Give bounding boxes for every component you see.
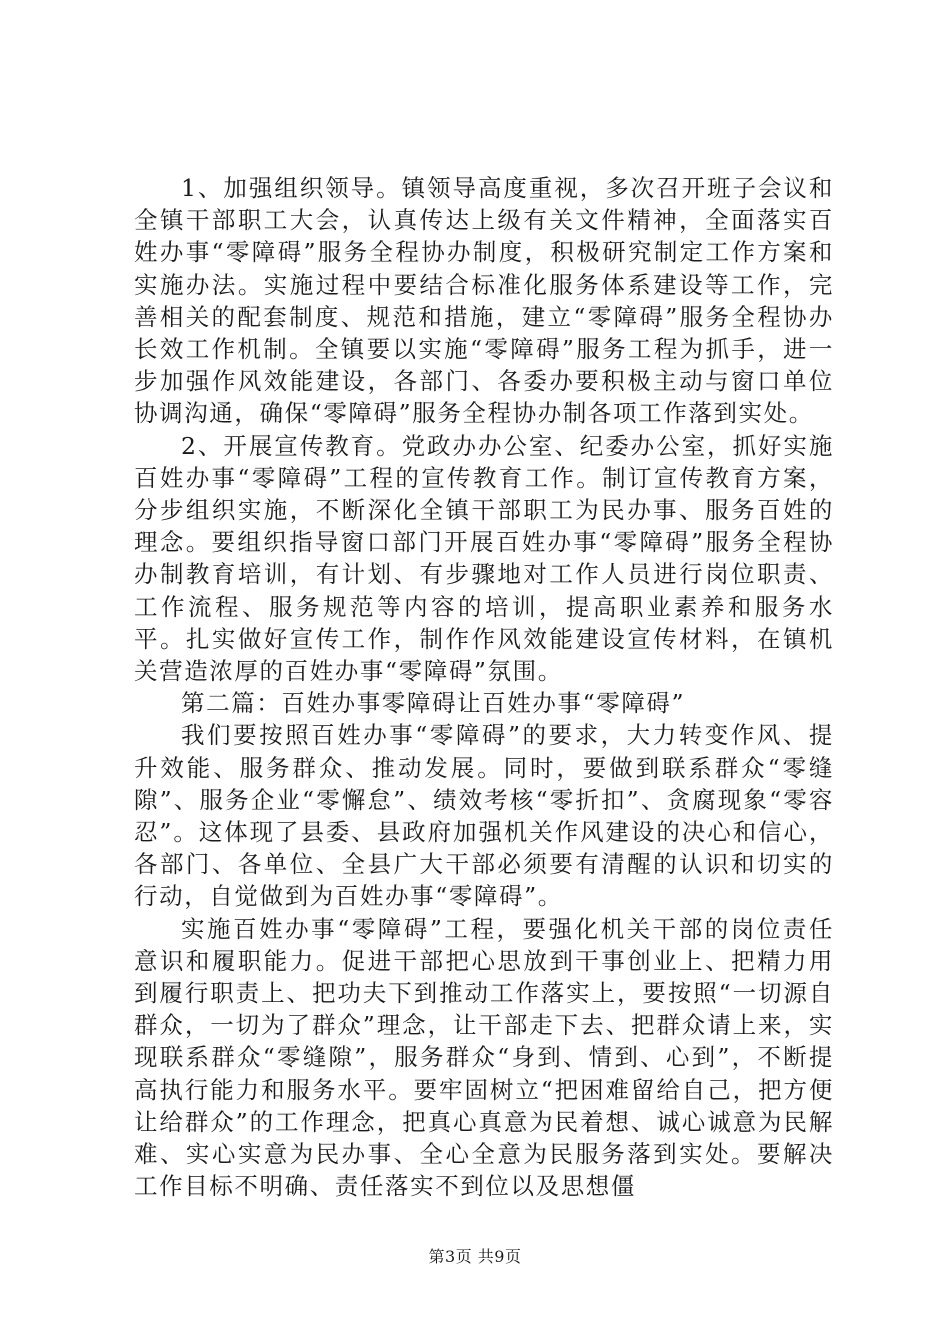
document-body [134,172,834,1203]
section-heading: 第二篇：百姓办事零障碍让百姓办事“零障碍” [181,689,686,718]
paragraph-requirements: 我们要按照百姓办事“零障碍”的要求，大力转变作风、提升效能、服务群众、推动发展。同时，要做到联系群众“零缝隙”、服务企业“零懈怠”、绩效考核“零折扣”、贪腐现象“零容忍”。这体现了县委、县政府加强机关作风建设的决心和信心，各部门、各单位、全县广大干部必须要有清醒的认识和切实的行动，自觉做到为百姓办事“零障碍”。 [134,721,834,911]
paragraph-publicity-education: 2、开展宣传教育。党政办办公室、纪委办公室，抓好实施百姓办事“零障碍”工程的宣传教育工作。制订宣传教育方案，分步组织实施，不断深化全镇干部职工为民办事、服务百姓的理念。要组织指导窗口部门开展百姓办事“零障碍”服务全程协办制教育培训，有计划、有步骤地对工作人员进行岗位职责、工作流程、服务规范等内容的培训，提高职业素养和服务水平。扎实做好宣传工作，制作作风效能建设宣传材料，在镇机关营造浓厚的百姓办事“零障碍”氛围。 [134,431,834,686]
paragraph-organization-leadership: 1、加强组织领导。镇领导高度重视，多次召开班子会议和全镇干部职工大会，认真传达上级有关文件精神，全面落实百姓办事“零障碍”服务全程协办制度，积极研究制定工作方案和实施办法。实施过程中要结合标准化服务体系建设等工作，完善相关的配套制度、规范和措施，建立“零障碍”服务全程协办长效工作机制。全镇要以实施“零障碍”服务工程为抓手，进一步加强作风效能建设，各部门、各委办要积极主动与窗口单位协调沟通，确保“零障碍”服务全程协办制各项工作落到实处。 [134,174,834,428]
page-number-footer: 第3页 共9页 [428,1247,522,1266]
paragraph-implementation: 实施百姓办事“零障碍”工程，要强化机关干部的岗位责任意识和履职能力。促进干部把心思放到干事创业上、把精力用到履行职责上、把功夫下到推动工作落实上，要按照“一切源自群众，一切为了群众”理念，让干部走下去、把群众请上来，实现联系群众“零缝隙”，服务群众“身到、情到、心到”，不断提高执行能力和服务水平。要牢固树立“把困难留给自己，把方便让给群众”的工作理念，把真心真意为民着想、诚心诚意为民解难、实心实意为民办事、全心全意为民服务落到实处。要解决工作目标不明确、责任落实不到位以及思想僵 [134,914,834,1201]
